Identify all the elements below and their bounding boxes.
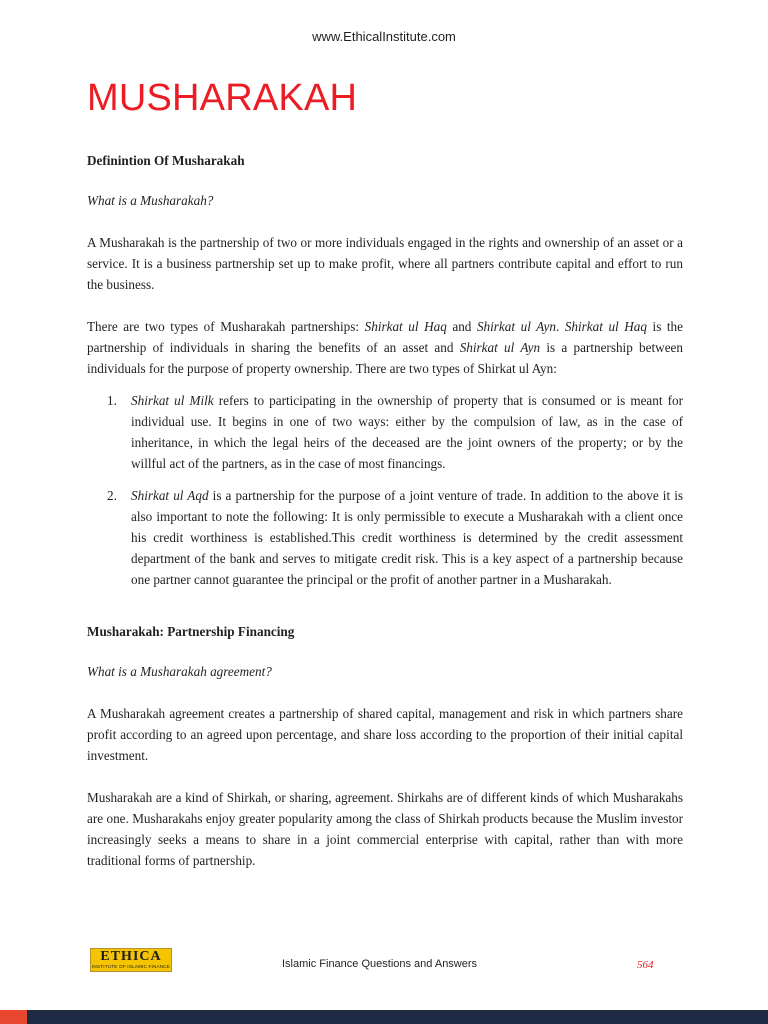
question-what-is-agreement: What is a Musharakah agreement? [87,664,272,679]
types-list [87,390,683,590]
logo-wordmark: ETHICA [100,949,162,964]
document-body [87,150,683,871]
text-run: is a partnership between individuals for the purpose of property ownership. There are two types of Shirkat ul Ayn: [87,340,683,376]
page-title: MUSHARAKAH [87,77,358,119]
list-item [87,390,683,474]
list-number: 1. [107,393,117,408]
logo-tagline: INSTITUTE OF ISLAMIC FINANCE [91,964,171,969]
footer-bar-accent [0,1010,27,1024]
paragraph-agreement: A Musharakah agreement creates a partnership of shared capital, management and risk in which partners share profit according to an agreed upon percentage, and share loss according to the proportion of their initial capital investment. [87,706,683,763]
section-heading-definition: Definintion Of Musharakah [87,153,245,168]
term-shirkat-ul-haq: Shirkat ul Haq [364,319,447,334]
ethica-logo [90,948,172,972]
list-text: is a partnership for the purpose of a joint venture of trade. In addition to the above it is also important to note the following: It is only permissible to execute a Musharakah with a client once his credit worthiness is established.This credit worthiness is determined by the credit assessment department of the bank and serves to mitigate credit risk. This is a key aspect of a partnership because one partner cannot guarantee the principal or the profit of another partner in a Musharakah. [131,488,683,587]
term-shirkat-ul-haq: Shirkat ul Haq [564,319,647,334]
list-item [87,485,683,590]
site-url: www.EthicalInstitute.com [312,29,456,44]
text-run: There are two types of Musharakah partnerships: [87,319,365,334]
text-run: and [446,319,477,334]
paragraph-types [87,316,683,379]
term-shirkat-ul-aqd: Shirkat ul Aqd [131,488,209,503]
question-what-is-musharakah: What is a Musharakah? [87,193,214,208]
page-number: 564 [637,959,654,971]
paragraph-definition: A Musharakah is the partnership of two or more individuals engaged in the rights and ownership of an asset or a service. It is a business partnership set up to make profit, where all partners contribute capital and effort to run the business. [87,235,683,292]
term-shirkat-ul-ayn: Shirkat ul Ayn [459,340,541,355]
term-shirkat-ul-milk: Shirkat ul Milk [131,393,214,408]
footer-bar [27,1010,768,1024]
term-shirkat-ul-ayn: Shirkat ul Ayn [476,319,556,334]
list-number: 2. [107,488,117,503]
text-run: . [555,319,565,334]
footer-title: Islamic Finance Questions and Answers [282,958,478,970]
section-heading-partnership-financing: Musharakah: Partnership Financing [87,624,295,639]
list-text: refers to participating in the ownership of property that is consumed or is meant for individual use. It begins in one of two ways: either by the compulsion of law, as in the case of inheritance, in which the legal heirs of the deceased are the joint owners of the property; or by the willful act of the partners, as in the case of most financings. [131,393,683,471]
paragraph-shirkah: Musharakah are a kind of Shirkah, or sharing, agreement. Shirkahs are of different kinds of which Musharakahs are one. Musharakahs enjoy greater popularity among the class of Shirkah products because the Muslim investor increasingly seeks a means to share in a joint commercial enterprise with capital, rather than with more traditional forms of partnership. [87,790,683,868]
text-run: is the partnership of individuals in sharing the benefits of an asset and [87,319,683,355]
